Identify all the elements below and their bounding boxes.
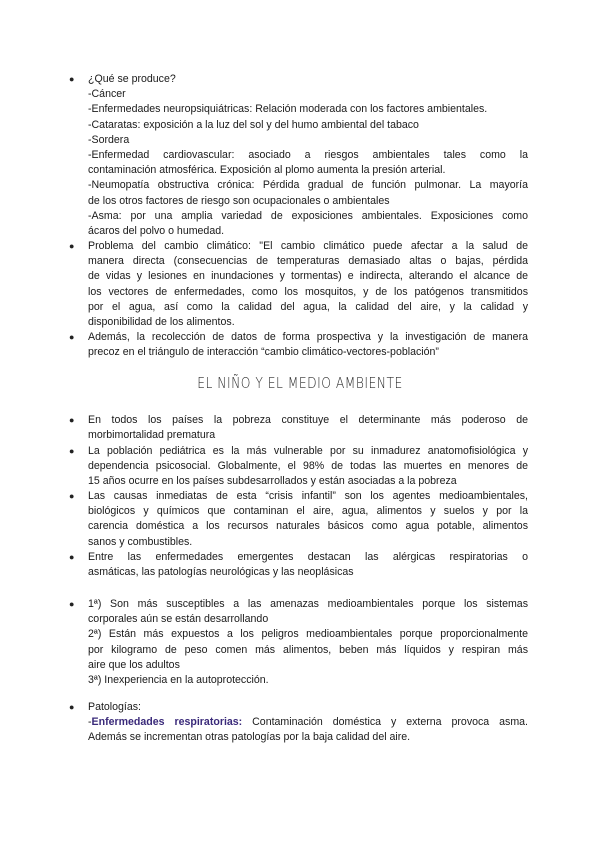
bullet-icon: ● bbox=[69, 446, 75, 456]
text-line: Entre las enfermedades emergentes destacan las alérgicas respiratorias o bbox=[88, 551, 528, 563]
text-line: por el agua, así como la calidad del agua, la calidad del aire, y la calidad y bbox=[88, 300, 528, 313]
text-line: -Enfermedad cardiovascular: asociado a riesgos ambientales tales como la bbox=[88, 149, 528, 162]
list-item-causas-inmediatas bbox=[69, 489, 528, 550]
text-line: contaminación atmosférica. Exposición al plomo aumenta la presión arterial. bbox=[88, 164, 446, 177]
text-line: de los otros factores de riesgo son ocupacionales o ambientales bbox=[88, 194, 390, 207]
text-line: disponibilidad de los alimentos. bbox=[88, 316, 235, 329]
text-line: -Sordera bbox=[88, 133, 130, 146]
list-item-cambio-climatico bbox=[69, 239, 528, 330]
text-line: los vectores de enfermedades, como los mosquitos, y de los patógenos transmitidos bbox=[88, 285, 528, 298]
text-line: La población pediátrica es la más vulnerable por su inmadurez anatomofisiológica y bbox=[88, 445, 528, 457]
text-line: 15 años ocurre en los países subdesarrollados y están asociadas a la pobreza bbox=[88, 475, 457, 488]
text-line: 3ª) Inexperiencia en la autoprotección. bbox=[88, 674, 269, 687]
list-item-poblacion-pediatrica bbox=[69, 444, 528, 490]
text-line: -Neumopatía obstructiva crónica: Pérdida gradual de función pulmonar. La mayoría bbox=[88, 179, 528, 192]
bullet-icon: ● bbox=[69, 552, 75, 562]
text-line: En todos los países la pobreza constituye el determinante más poderoso de bbox=[88, 414, 528, 426]
text-line: Las causas inmediatas de esta “crisis infantil” son los agentes medioambientales, bbox=[88, 490, 528, 502]
bullet-icon: ● bbox=[69, 241, 75, 251]
list-item-patologias bbox=[69, 700, 528, 746]
list-item-recoleccion-datos bbox=[69, 330, 528, 360]
text-line: asmáticas, las patologías neurológicas y las neoplásicas bbox=[88, 566, 354, 579]
text-line: precoz en el triángulo de interacción “cambio climático-vectores-población” bbox=[88, 346, 439, 359]
text-line: 1ª) Son más susceptibles a las amenazas medioambientales porque los sistemas bbox=[88, 598, 528, 610]
text-fragment: Contaminación doméstica y externa provoca asma. bbox=[242, 716, 528, 729]
text-line: -Cáncer bbox=[88, 88, 126, 101]
text-line: morbimortalidad prematura bbox=[88, 429, 216, 442]
text-line: ácaros del polvo o humedad. bbox=[88, 225, 225, 238]
text-line: Además se incrementan otras patologías por la baja calidad del aire. bbox=[88, 731, 411, 744]
text-line: corporales aún se están desarrollando bbox=[88, 613, 269, 626]
text-line: biológicos y químicos que contaminan el aire, agua, alimentos y suelos y por la bbox=[88, 505, 528, 518]
text-line bbox=[88, 715, 528, 730]
list-item-susceptibilidad bbox=[69, 597, 528, 688]
highlight-term: Enfermedades respiratorias: bbox=[91, 716, 243, 729]
text-line: -Enfermedades neuropsiquiátricas: Relación moderada con los factores ambientales. bbox=[88, 103, 488, 116]
text-line: Problema del cambio climático: "El cambio climático puede afectar a la salud de bbox=[88, 240, 528, 252]
text-line: dependencia psicosocial. Globalmente, el 98% de todas las muertes en menores de bbox=[88, 460, 528, 473]
text-line: de vidas y lesiones en inundaciones y tormentas) e indirecta, alterando el alcance de bbox=[88, 270, 528, 283]
list-item-enfermedades-emergentes bbox=[69, 550, 528, 580]
section-title: EL NIÑO Y EL MEDIO AMBIENTE bbox=[197, 374, 403, 392]
text-line: -Asma: por una amplia variedad de exposiciones ambientales. Exposiciones como bbox=[88, 209, 528, 222]
list-item-que-se-produce bbox=[69, 72, 528, 239]
item-heading: ¿Qué se produce? bbox=[88, 73, 176, 85]
bullet-icon: ● bbox=[69, 702, 75, 712]
list-item-pobreza bbox=[69, 413, 528, 443]
text-line: -Cataratas: exposición a la luz del sol y del humo ambiental del tabaco bbox=[88, 118, 419, 131]
bullet-icon: ● bbox=[69, 491, 75, 501]
bullet-icon: ● bbox=[69, 74, 75, 84]
text-line: Además, la recolección de datos de forma prospectiva y la investigación de manera bbox=[88, 331, 528, 343]
text-line: por kilogramo de peso comen más alimentos, beben más líquidos y respiran más bbox=[88, 643, 528, 656]
text-line: manera directa (consecuencias de temperaturas demasiado altas o bajas, pérdida bbox=[88, 255, 528, 268]
item-heading: Patologías: bbox=[88, 701, 142, 713]
bullet-icon: ● bbox=[69, 332, 75, 342]
text-line: aire que los adultos bbox=[88, 658, 180, 671]
text-line: 2ª) Están más expuestos a los peligros medioambientales porque proporcionalmente bbox=[88, 628, 528, 641]
dash: - bbox=[88, 716, 92, 729]
bullet-icon: ● bbox=[69, 415, 75, 425]
bullet-icon: ● bbox=[69, 599, 75, 609]
text-line: sanos y combustibles. bbox=[88, 535, 193, 548]
text-line: carencia doméstica a los recursos naturales básicos como agua potable, alimentos bbox=[88, 520, 528, 533]
